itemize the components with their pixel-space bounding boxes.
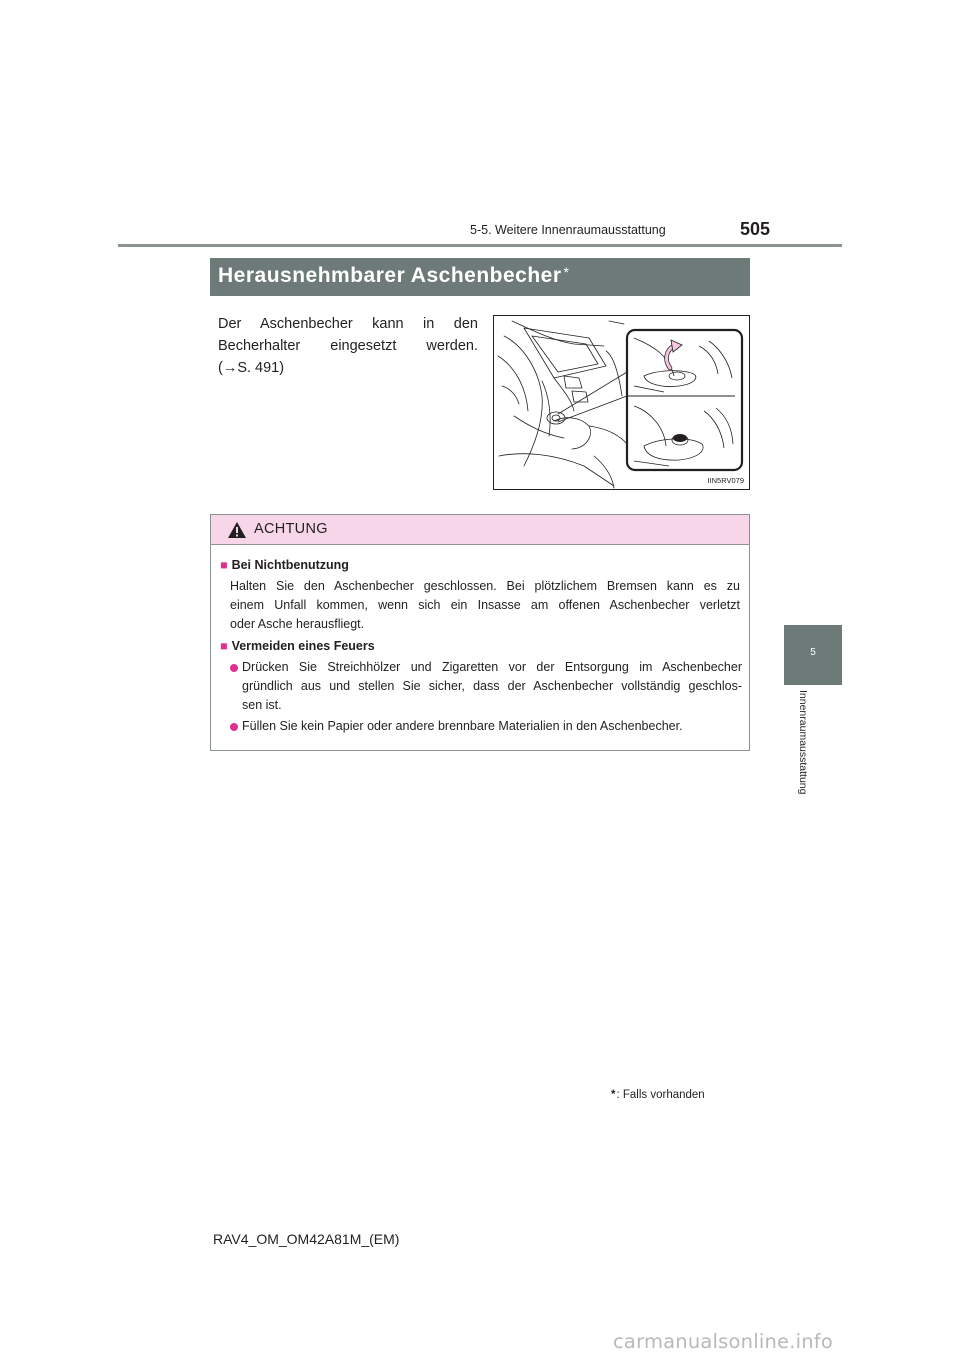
- caution-bullet: [242, 658, 742, 715]
- paragraph-line: oder Asche herausfliegt.: [230, 617, 365, 631]
- section-title: [218, 264, 569, 288]
- chapter-number: 5: [810, 647, 816, 658]
- subheading-text: Bei Nichtbenutzung: [231, 558, 349, 572]
- caution-header: [211, 515, 749, 545]
- section-title-bar: [210, 258, 750, 296]
- page-number: 505: [740, 219, 771, 239]
- bullet-line: gründlich aus und stellen Sie sicher, dass der Aschenbecher vollständig geschlos-: [242, 679, 742, 693]
- bullet-line: Drücken Sie Streichhölzer und Zigaretten vor der Entsorgung im Aschenbecher: [242, 660, 742, 674]
- illustration-code: IIN5RV079: [707, 476, 744, 485]
- caution-paragraph: [230, 577, 740, 634]
- chapter-tab: [784, 625, 842, 685]
- caution-subheading: [220, 558, 349, 572]
- caution-bullet: [242, 717, 742, 736]
- document-code: RAV4_OM_OM42A81M_(EM): [213, 1231, 400, 1247]
- caution-title: ACHTUNG: [254, 521, 328, 537]
- ashtray-illustration: [493, 315, 750, 490]
- bullet-line: Füllen Sie kein Papier oder andere brennbare Materialien in den Aschenbecher.: [242, 719, 683, 733]
- bullet-line: sen ist.: [242, 698, 282, 712]
- intro-line: Becherhalter eingesetzt werden.: [218, 338, 478, 354]
- watermark: carmanualsonline.info: [613, 1330, 833, 1353]
- square-bullet-icon: ■: [220, 558, 228, 572]
- footnote-text: : Falls vorhanden: [616, 1089, 705, 1101]
- footnote: [611, 1089, 705, 1101]
- caution-subheading: [220, 639, 375, 653]
- bullet-dot-icon: [230, 723, 238, 731]
- header-divider: [118, 244, 842, 247]
- bullet-dot-icon: [230, 664, 238, 672]
- section-title-text: Herausnehmbarer Aschenbecher: [218, 264, 562, 287]
- dashboard-cupholder-drawing: [494, 316, 749, 489]
- square-bullet-icon: ■: [220, 639, 228, 653]
- caution-box: [210, 514, 750, 751]
- section-breadcrumb: 5-5. Weitere Innenraumausstattung: [470, 223, 666, 237]
- warning-icon: [227, 521, 247, 539]
- chapter-label-text: Innenraumausstattung: [797, 690, 809, 795]
- optional-marker: *: [563, 264, 570, 280]
- paragraph-line: Halten Sie den Aschenbecher geschlossen. Bei plötzlichem Bremsen kann es zu: [230, 579, 740, 593]
- intro-paragraph: [218, 313, 478, 379]
- intro-line: Der Aschenbecher kann in den: [218, 316, 478, 332]
- intro-page-reference: (→S. 491): [218, 360, 285, 376]
- subheading-text: Vermeiden eines Feuers: [231, 639, 375, 653]
- footnote-marker: *: [611, 1089, 616, 1101]
- chapter-label: [797, 690, 811, 830]
- paragraph-line: einem Unfall kommen, wenn sich ein Insasse am offenen Aschenbecher verletzt: [230, 598, 740, 612]
